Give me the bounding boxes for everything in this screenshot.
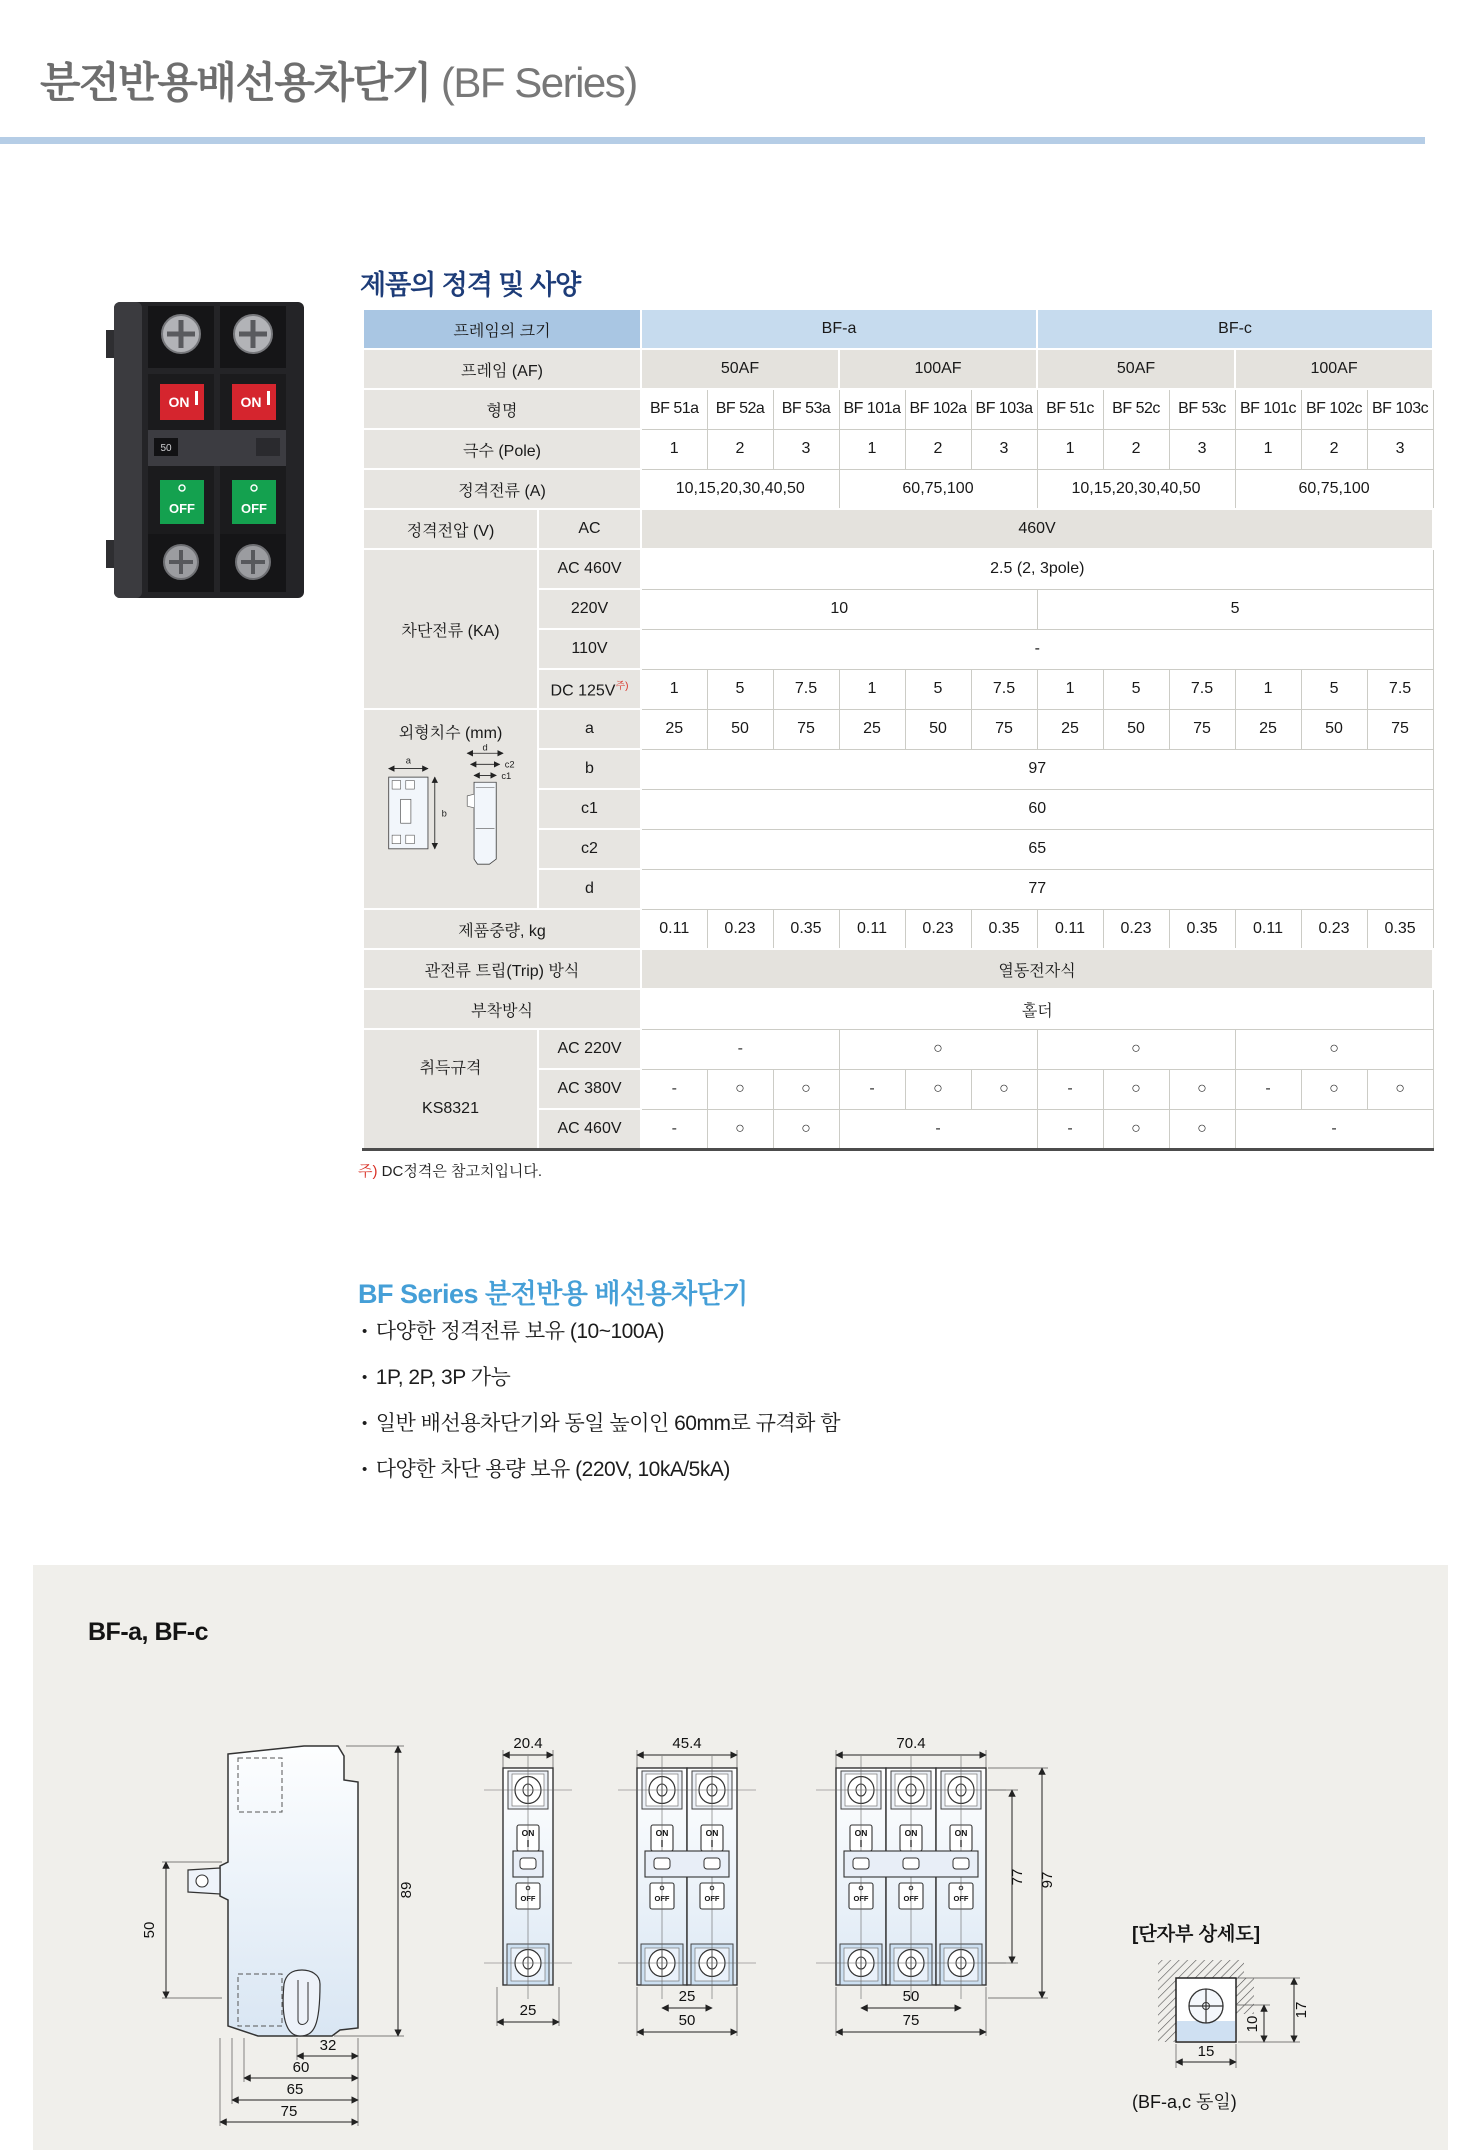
dim-label-text: 외형치수 (mm) [398, 725, 503, 742]
dc125-label: DC 125V [550, 682, 616, 700]
cell: - [839, 1069, 905, 1109]
footnote-text: DC정격은 참고치입니다. [381, 1163, 543, 1180]
p3-dim-inner: 50 [902, 1988, 920, 2005]
feature-item: • 다양한 차단 용량 보유 (220V, 10kA/5kA) [362, 1448, 840, 1494]
dim-sub-a: a [538, 709, 641, 749]
row-frame-af [363, 349, 1433, 389]
cell: ○ [971, 1069, 1037, 1109]
row-dim-label [363, 709, 538, 909]
mini-dim-d: d [482, 743, 488, 753]
cell: 1 [1037, 429, 1103, 469]
cell: 50 [1301, 709, 1367, 749]
mini-dim-b: b [441, 808, 447, 819]
cell: 0.23 [1301, 909, 1367, 949]
side-dim-89: 89 [398, 1881, 415, 1899]
feature-item: • 1P, 2P, 3P 가능 [362, 1356, 840, 1402]
drawings-heading: BF-a, BF-c [88, 1618, 208, 1646]
row-cert-label [363, 1029, 538, 1149]
dim-sub-c1: c1 [538, 789, 641, 829]
cell: 75 [1169, 709, 1235, 749]
cell: ○ [1103, 1069, 1169, 1109]
cell: 97 [641, 749, 1433, 789]
cell: 1 [1235, 669, 1301, 709]
cell: 홀더 [641, 989, 1433, 1029]
row-model-label: 형명 [363, 389, 641, 429]
row-weight [363, 909, 1433, 949]
dimension-mini-diagram [376, 743, 526, 871]
row-poles [363, 429, 1433, 469]
cell: 5 [1037, 589, 1433, 629]
cell: 65 [641, 829, 1433, 869]
cell: 열동전자식 [641, 949, 1433, 989]
breaking-sub-ac460: AC 460V [538, 549, 641, 589]
cell: BF 53c [1169, 389, 1235, 429]
cell: 10,15,20,30,40,50 [641, 469, 839, 509]
cell: ○ [1169, 1109, 1235, 1149]
cell: BF 51a [641, 389, 707, 429]
cell: BF 102a [905, 389, 971, 429]
cell: 25 [1235, 709, 1301, 749]
cell: 1 [1037, 669, 1103, 709]
row-trip [363, 949, 1433, 989]
front-view-3pole [806, 1722, 1081, 2062]
page-title [40, 50, 637, 110]
row-cert-220 [363, 1029, 1433, 1069]
series-c-header: BF-c [1037, 309, 1433, 349]
cell: ○ [1169, 1069, 1235, 1109]
cell: 0.35 [773, 909, 839, 949]
cell: 75 [971, 709, 1037, 749]
photo-rating-label: 50 [160, 443, 172, 454]
cell: - [641, 1109, 707, 1149]
cell: ○ [839, 1029, 1037, 1069]
photo-off-label: OFF [169, 501, 195, 516]
cell: 0.11 [1037, 909, 1103, 949]
detail-dim-10: 10 [1244, 2015, 1261, 2033]
row-models [363, 389, 1433, 429]
side-dim-50: 50 [141, 1921, 158, 1939]
cell: 50AF [641, 349, 839, 389]
cert-label-line1: 취득규격 [419, 1059, 482, 1077]
cell: 5 [1103, 669, 1169, 709]
cell: 2 [707, 429, 773, 469]
side-view-drawing [108, 1730, 438, 2140]
side-dim-65: 65 [286, 2081, 304, 2098]
cert-sub-460: AC 460V [538, 1109, 641, 1149]
cert-label-line2: KS8321 [422, 1099, 479, 1117]
cell: 7.5 [773, 669, 839, 709]
features-heading: BF Series 분전반용 배선용차단기 [358, 1279, 748, 1309]
mini-dim-c2: c2 [504, 759, 515, 770]
detail-dim-15: 15 [1197, 2043, 1215, 2060]
feature-item: • 다양한 정격전류 보유 (10~100A) [362, 1310, 840, 1356]
detail-caption: (BF-a,c 동일) [1132, 2092, 1237, 2112]
title-divider [0, 137, 1425, 144]
cell: - [1235, 1109, 1433, 1149]
cell: 2 [1301, 429, 1367, 469]
cell: 460V [641, 509, 1433, 549]
cell: 75 [773, 709, 839, 749]
cell: 3 [1169, 429, 1235, 469]
cell: 5 [707, 669, 773, 709]
cell: ○ [1235, 1029, 1433, 1069]
cell: - [641, 1029, 839, 1069]
footnote-mark: 주) [358, 1163, 378, 1180]
cell: BF 51c [1037, 389, 1103, 429]
mini-dim-a: a [405, 755, 411, 766]
cell: ○ [707, 1109, 773, 1149]
front-view-1pole [468, 1722, 598, 2062]
cell: 0.35 [1169, 909, 1235, 949]
cell: BF 52a [707, 389, 773, 429]
cell: 3 [971, 429, 1037, 469]
side-dim-32: 32 [319, 2037, 337, 2054]
cell: ○ [1103, 1109, 1169, 1149]
cell: 75 [1367, 709, 1433, 749]
cell: BF 52c [1103, 389, 1169, 429]
cell: 0.35 [971, 909, 1037, 949]
row-rated-voltage [363, 509, 1433, 549]
cell: BF 53a [773, 389, 839, 429]
front-view-2pole [610, 1722, 790, 2062]
cell: BF 101c [1235, 389, 1301, 429]
row-dim-a [363, 709, 1433, 749]
cell: 0.23 [1103, 909, 1169, 949]
row-weight-label: 제품중량, kg [363, 909, 641, 949]
cell: 5 [905, 669, 971, 709]
cell: 2 [1103, 429, 1169, 469]
cell: 7.5 [1367, 669, 1433, 709]
table-footnote [358, 1160, 542, 1181]
terminal-detail-drawing [1118, 1902, 1418, 2150]
series-a-header: BF-a [641, 309, 1037, 349]
holder-clip [283, 1970, 320, 2036]
cell: 50AF [1037, 349, 1235, 389]
photo-on-label: ON [240, 394, 262, 410]
cell: BF 101a [839, 389, 905, 429]
row-mount [363, 989, 1433, 1029]
cell: 25 [641, 709, 707, 749]
cert-sub-220: AC 220V [538, 1029, 641, 1069]
row-af-label: 프레임 (AF) [363, 349, 641, 389]
photo-off-label: OFF [241, 501, 267, 516]
breaking-sub-110: 110V [538, 629, 641, 669]
cell: 0.23 [707, 909, 773, 949]
spec-table [362, 308, 1434, 1151]
dim-sub-b: b [538, 749, 641, 789]
p1-dim-top: 20.4 [513, 1735, 543, 1752]
cell: 1 [1235, 429, 1301, 469]
cell: ○ [905, 1069, 971, 1109]
cell: - [1235, 1069, 1301, 1109]
cell: - [839, 1109, 1037, 1149]
dim-sub-d: d [538, 869, 641, 909]
cell: 1 [839, 669, 905, 709]
cell: ○ [1301, 1069, 1367, 1109]
cell: 3 [1367, 429, 1433, 469]
cell: 0.35 [1367, 909, 1433, 949]
dc125-note-mark: 주) [615, 681, 629, 693]
cell: 60 [641, 789, 1433, 829]
row-breaking-label: 차단전류 (KA) [363, 549, 538, 709]
cell: 60,75,100 [1235, 469, 1433, 509]
p2-dim-top: 45.4 [672, 1735, 702, 1752]
cell: 1 [839, 429, 905, 469]
cell: BF 103c [1367, 389, 1433, 429]
cell: - [1037, 1109, 1103, 1149]
page-title-series: (BF Series) [440, 59, 637, 106]
cell: 0.23 [905, 909, 971, 949]
cell: 100AF [839, 349, 1037, 389]
dim-sub-c2: c2 [538, 829, 641, 869]
spec-table-wrap [362, 308, 1434, 1151]
cell: 1 [641, 429, 707, 469]
product-photo [96, 288, 324, 610]
spec-section-heading: 제품의 정격 및 사양 [360, 270, 581, 300]
row-trip-label: 관전류 트립(Trip) 방식 [363, 949, 641, 989]
p2-dim-outer: 50 [678, 2012, 696, 2029]
cell: - [1037, 1069, 1103, 1109]
cell: ○ [1367, 1069, 1433, 1109]
row-pole-label: 극수 (Pole) [363, 429, 641, 469]
row-amp-label: 정격전류 (A) [363, 469, 641, 509]
side-dim-60: 60 [292, 2059, 310, 2076]
cell: 10,15,20,30,40,50 [1037, 469, 1235, 509]
cell: 25 [839, 709, 905, 749]
frame-size-header: 프레임의 크기 [363, 309, 641, 349]
cell: 0.11 [839, 909, 905, 949]
photo-on-label: ON [168, 394, 190, 410]
cell: 50 [707, 709, 773, 749]
p1-dim-bottom: 25 [519, 2002, 537, 2019]
cert-sub-380: AC 380V [538, 1069, 641, 1109]
cell: ○ [1037, 1029, 1235, 1069]
cell: BF 102c [1301, 389, 1367, 429]
row-rated-current [363, 469, 1433, 509]
cell: 50 [905, 709, 971, 749]
cell: 25 [1037, 709, 1103, 749]
volt-sub-label: AC [538, 509, 641, 549]
cell: 2.5 (2, 3pole) [641, 549, 1433, 589]
cell: ○ [707, 1069, 773, 1109]
p3-dim-97: 97 [1039, 1871, 1056, 1889]
cell: 10 [641, 589, 1037, 629]
cell: 7.5 [971, 669, 1037, 709]
row-breaking-ac460 [363, 549, 1433, 589]
cell: 1 [641, 669, 707, 709]
side-dim-75: 75 [280, 2103, 298, 2120]
breaking-sub-dc125 [538, 669, 641, 709]
feature-item: • 일반 배선용차단기와 동일 높이인 60mm로 규격화 함 [362, 1402, 840, 1448]
page-title-korean: 분전반용배선용차단기 [40, 59, 431, 106]
cell: 60,75,100 [839, 469, 1037, 509]
detail-title: [단자부 상세도] [1132, 1924, 1261, 1945]
p2-dim-inner: 25 [678, 1988, 696, 2005]
p3-dim-top: 70.4 [896, 1735, 926, 1752]
cell: - [641, 629, 1433, 669]
cell: - [641, 1069, 707, 1109]
cell: 100AF [1235, 349, 1433, 389]
cell: 3 [773, 429, 839, 469]
row-frame-size [363, 309, 1433, 349]
detail-dim-17: 17 [1293, 2001, 1310, 2019]
cell: ○ [773, 1069, 839, 1109]
cell: 0.11 [641, 909, 707, 949]
features-list [362, 1310, 840, 1494]
cell: 5 [1301, 669, 1367, 709]
cell: ○ [773, 1109, 839, 1149]
cell: BF 103a [971, 389, 1037, 429]
row-mount-label: 부착방식 [363, 989, 641, 1029]
p3-dim-77: 77 [1009, 1868, 1026, 1886]
cell: 0.11 [1235, 909, 1301, 949]
cell: 77 [641, 869, 1433, 909]
cell: 50 [1103, 709, 1169, 749]
row-volt-label: 정격전압 (V) [363, 509, 538, 549]
breaking-sub-220: 220V [538, 589, 641, 629]
cell: 7.5 [1169, 669, 1235, 709]
cell: 2 [905, 429, 971, 469]
mini-dim-c1: c1 [500, 770, 511, 781]
p3-dim-outer: 75 [902, 2012, 920, 2029]
